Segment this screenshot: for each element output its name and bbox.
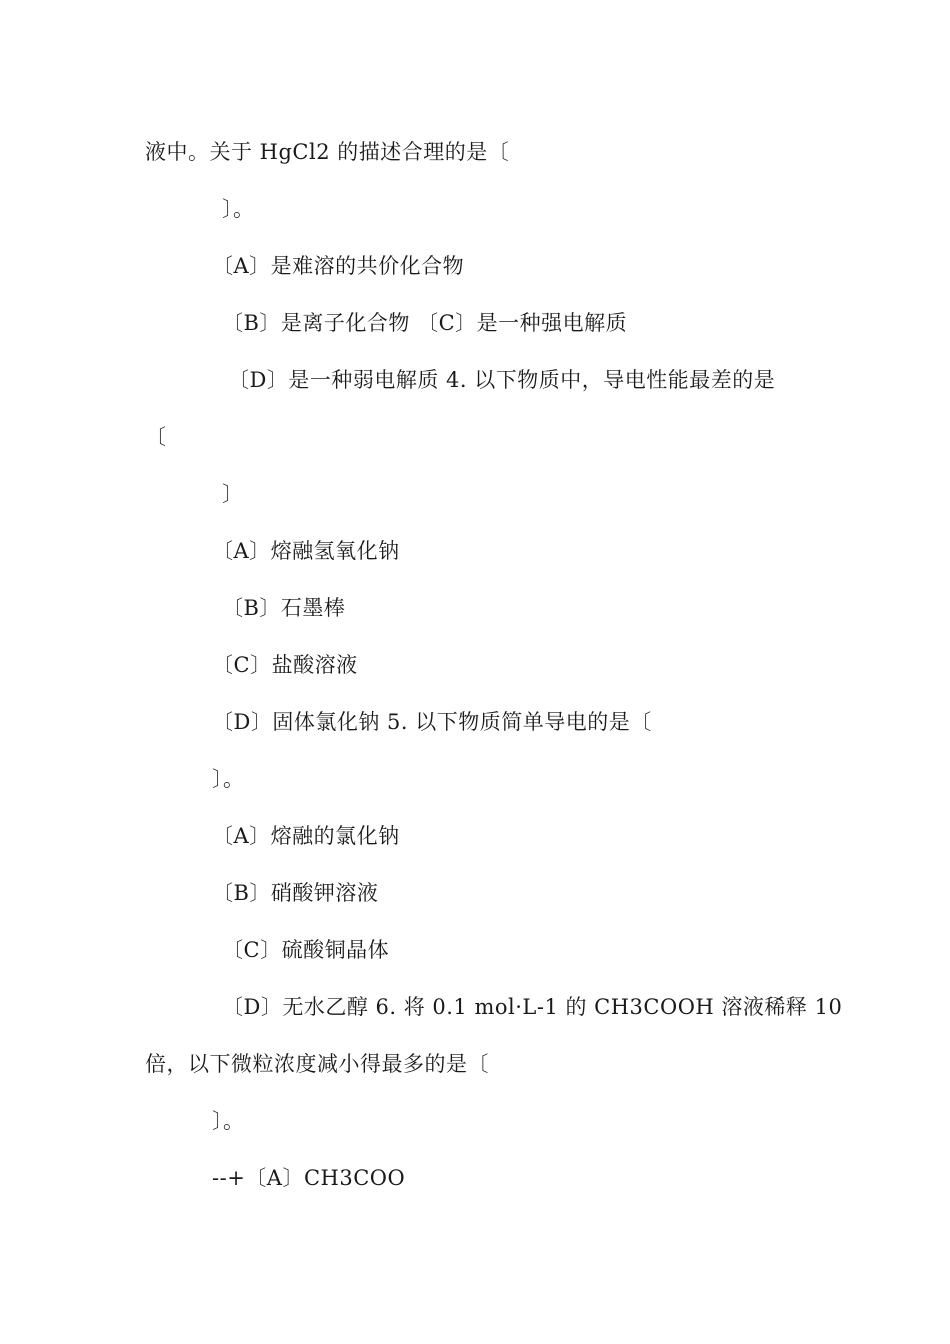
text-line: 〕。 bbox=[212, 767, 245, 791]
option-line: 〔C〕盐酸溶液 bbox=[212, 653, 358, 677]
option-line: 〔B〕是离子化合物 〔C〕是一种强电解质 bbox=[222, 311, 628, 335]
text-line: 〕 bbox=[222, 482, 244, 506]
option-line: 〔B〕硝酸钾溶液 bbox=[212, 881, 379, 905]
option-line: 〔B〕石墨棒 bbox=[222, 596, 346, 620]
text-line: 液中。关于 HgCl2 的描述合理的是〔 bbox=[145, 140, 510, 164]
option-line: 〔A〕是难溶的共价化合物 bbox=[212, 254, 465, 278]
text-line: 倍，以下微粒浓度减小得最多的是〔 bbox=[145, 1052, 489, 1076]
text-line: 〕。 bbox=[212, 1109, 245, 1133]
option-line: 〔D〕是一种弱电解质 4. 以下物质中，导电性能最差的是 bbox=[228, 368, 776, 392]
text-line: 〕。 bbox=[222, 197, 255, 221]
option-line: 〔D〕无水乙醇 6. 将 0.1 mol·L-1 的 CH3COOH 溶液稀释 10 bbox=[222, 995, 843, 1019]
option-line: 〔A〕熔融的氯化钠 bbox=[212, 824, 400, 848]
option-line: 〔C〕硫酸铜晶体 bbox=[222, 938, 390, 962]
option-line: --+〔A〕CH3COO bbox=[212, 1166, 406, 1190]
option-line: 〔D〕固体氯化钠 5. 以下物质简单导电的是〔 bbox=[212, 710, 652, 734]
text-line: 〔 bbox=[145, 425, 167, 449]
option-line: 〔A〕熔融氢氧化钠 bbox=[212, 539, 400, 563]
